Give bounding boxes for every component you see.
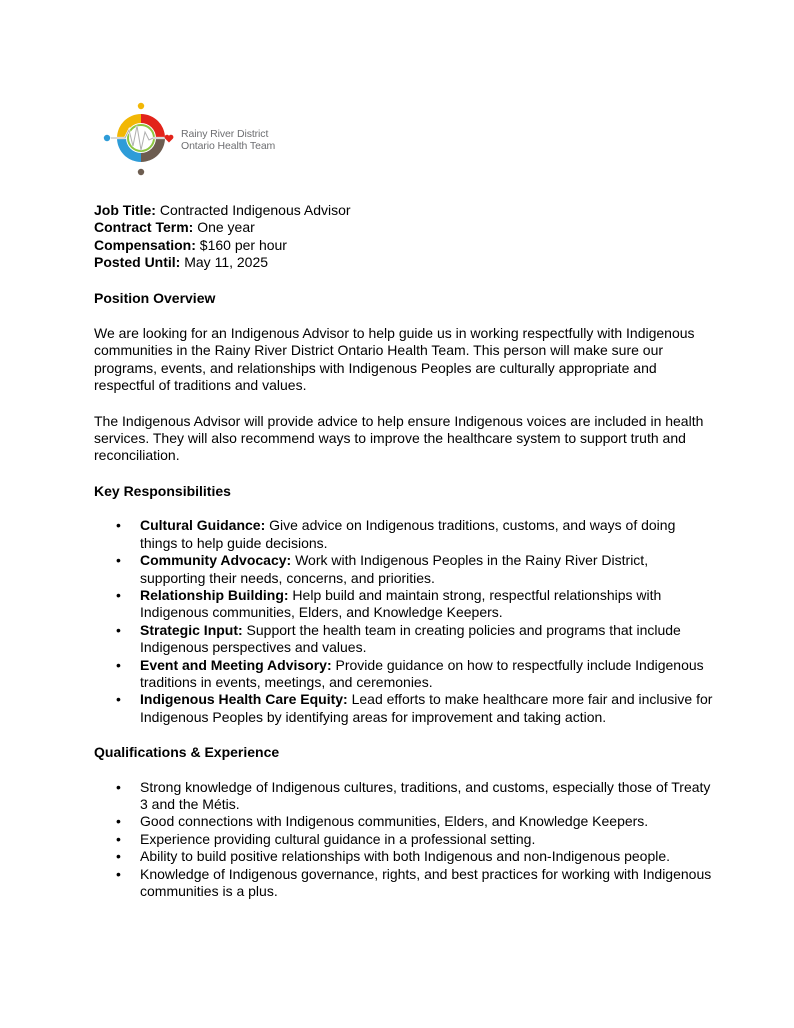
list-item xyxy=(94,691,714,726)
item-text: Experience providing cultural guidance in a professional setting. xyxy=(140,830,536,847)
item-text: Knowledge of Indigenous governance, rights, and best practices for working with Indigenous communities is a plus. xyxy=(140,865,712,899)
compensation-line xyxy=(94,237,714,254)
bullet-icon: • xyxy=(116,552,121,569)
item-text: Good connections with Indigenous communities, Elders, and Knowledge Keepers. xyxy=(140,813,649,830)
item-title: Strategic Input: xyxy=(140,621,243,638)
overview-paragraph-1: We are looking for an Indigenous Advisor to help guide us in working respectfully with Indigenous communities in the Rainy River District Ontario Health Team. This person will make sure our programs, events, and relationships with Indigenous Peoples are culturally appropriate and respectful of traditions and values. xyxy=(94,325,695,394)
bullet-icon: • xyxy=(116,656,121,673)
responsibilities-list xyxy=(94,517,714,726)
job-title-line xyxy=(94,202,714,219)
list-item xyxy=(94,813,714,830)
compensation-label: Compensation: xyxy=(94,236,196,253)
item-text: Help build and maintain strong, respectful relationships with Indigenous communities, Elders, and Knowledge Keepers. xyxy=(140,586,662,621)
item-text: Give advice on Indigenous traditions, customs, and ways of doing things to help guide decisions. xyxy=(140,517,676,551)
posted-until-value: May 11, 2025 xyxy=(180,254,269,271)
job-details xyxy=(94,202,714,272)
bullet-icon: • xyxy=(116,517,121,534)
bullet-icon: • xyxy=(116,778,121,795)
contract-term-line xyxy=(94,219,714,236)
item-title: Indigenous Health Care Equity: xyxy=(140,691,348,708)
posted-until-line xyxy=(94,254,714,271)
item-text: Provide guidance on how to respectfully include Indigenous traditions in events, meetings, and ceremonies. xyxy=(140,656,704,690)
list-item xyxy=(94,552,714,587)
job-title-label: Job Title: xyxy=(94,202,156,218)
item-text: Lead efforts to make healthcare more fair and inclusive for Indigenous Peoples by identifying areas for improvement and taking action. xyxy=(140,691,713,725)
job-title-value: Contracted Indigenous Advisor xyxy=(155,202,351,218)
bullet-icon: • xyxy=(116,848,121,865)
bullet-icon: • xyxy=(116,813,121,830)
item-text: Support the health team in creating policies and programs that include Indigenous perspectives and values. xyxy=(140,621,681,656)
list-item xyxy=(94,779,714,814)
list-item xyxy=(94,622,714,657)
logo-line-2: Ontario Health Team xyxy=(181,140,276,152)
bullet-icon: • xyxy=(116,691,121,708)
key-responsibilities-heading: Key Responsibilities xyxy=(94,482,231,499)
contract-term-value: One year xyxy=(193,219,255,236)
logo-wordmark xyxy=(181,128,275,152)
heart-icon xyxy=(164,134,174,143)
list-item xyxy=(94,657,714,692)
logo-line-1: Rainy River District xyxy=(181,128,269,140)
item-title: Community Advocacy: xyxy=(140,552,292,569)
list-item xyxy=(94,831,714,848)
list-item xyxy=(94,848,714,865)
qualifications-list xyxy=(94,779,714,901)
qualifications-heading: Qualifications & Experience xyxy=(94,744,280,761)
list-item xyxy=(94,866,714,901)
item-title: Event and Meeting Advisory: xyxy=(140,656,332,673)
bullet-icon: • xyxy=(116,621,121,638)
bullet-icon: • xyxy=(116,586,121,603)
logo-emblem-icon xyxy=(103,100,167,180)
bullet-icon: • xyxy=(116,865,121,882)
contract-term-label: Contract Term: xyxy=(94,219,194,236)
document-body xyxy=(94,202,714,900)
posted-until-label: Posted Until: xyxy=(94,254,181,271)
item-title: Relationship Building: xyxy=(140,586,289,603)
overview-paragraph-2: The Indigenous Advisor will provide advice to help ensure Indigenous voices are included in health services. They will also recommend ways to improve the healthcare system to support truth and reconciliation. xyxy=(94,412,704,464)
item-title: Cultural Guidance: xyxy=(140,517,266,534)
item-text: Ability to build positive relationships with both Indigenous and non-Indigenous people. xyxy=(140,848,671,865)
item-text: Work with Indigenous Peoples in the Rainy River District, supporting their needs, concerns, and priorities. xyxy=(140,552,649,586)
position-overview-heading: Position Overview xyxy=(94,289,216,306)
compensation-value: $160 per hour xyxy=(195,236,287,253)
list-item xyxy=(94,587,714,622)
list-item xyxy=(94,517,714,552)
item-text: Strong knowledge of Indigenous cultures, traditions, and customs, especially those of Treaty 3 and the Métis. xyxy=(140,778,711,812)
bullet-icon: • xyxy=(116,830,121,847)
organization-logo xyxy=(103,100,288,180)
